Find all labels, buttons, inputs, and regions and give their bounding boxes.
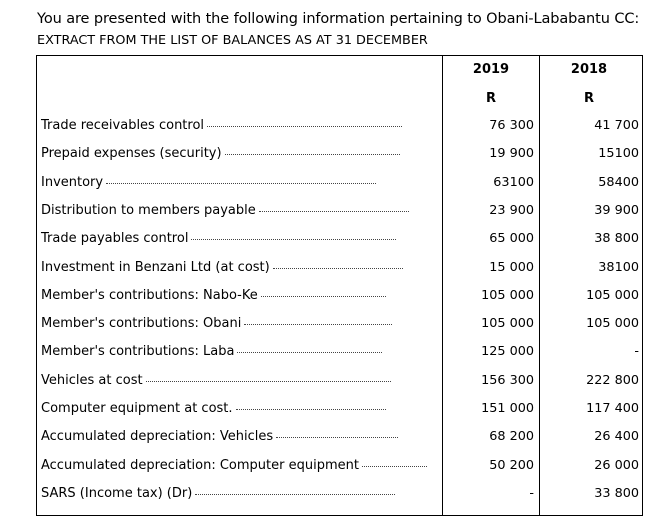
value-2018: 39 900: [594, 203, 639, 218]
row-label-text: Member's contributions: Nabo-Ke: [41, 288, 258, 303]
intro-text: You are presented with the following information pertaining to Obani-Lababantu CC:: [37, 11, 640, 27]
value-2019: 125 000: [481, 344, 534, 359]
value-2018: 26 000: [594, 458, 639, 473]
dot-leader: [106, 183, 376, 184]
dot-leader: [259, 211, 409, 212]
value-2018: 33 800: [594, 486, 639, 501]
row-label-text: Distribution to members payable: [41, 203, 256, 218]
value-2018: 15100: [598, 146, 639, 161]
table-row-label: [41, 288, 386, 303]
column-header-2019: 2019: [472, 62, 510, 77]
value-2018: 41 700: [594, 118, 639, 133]
column-divider-label: [442, 56, 443, 515]
row-label-text: Member's contributions: Obani: [41, 316, 242, 331]
value-2018: 58400: [598, 175, 639, 190]
value-2019: 63100: [493, 175, 534, 190]
dot-leader: [207, 126, 402, 127]
unit-header-2019: R: [485, 91, 496, 106]
table-row-label: [41, 118, 402, 133]
row-label-text: Investment in Benzani Ltd (at cost): [41, 260, 270, 275]
row-label-text: Prepaid expenses (security): [41, 146, 222, 161]
value-2019: 68 200: [489, 429, 534, 444]
value-2019: 50 200: [489, 458, 534, 473]
row-label-text: Trade payables control: [41, 231, 189, 246]
row-label-text: Accumulated depreciation: Computer equipment: [41, 458, 359, 473]
value-2018: 117 400: [586, 401, 639, 416]
row-label-text: SARS (Income tax) (Dr): [41, 486, 193, 501]
value-2019: 105 000: [481, 316, 534, 331]
dot-leader: [362, 466, 427, 467]
value-2018: 105 000: [586, 288, 639, 303]
dot-leader: [273, 268, 403, 269]
extract-title: EXTRACT FROM THE LIST OF BALANCES AS AT 31 DECEMBER: [37, 33, 428, 48]
value-2018: 38 800: [594, 231, 639, 246]
value-2019: 156 300: [481, 373, 534, 388]
table-row-label: [41, 146, 400, 161]
table-row-label: [41, 373, 391, 388]
value-2019: -: [529, 486, 534, 501]
table-row-label: [41, 175, 376, 190]
balances-table: [36, 55, 643, 516]
value-2019: 65 000: [489, 231, 534, 246]
dot-leader: [244, 324, 392, 325]
value-2019: 23 900: [489, 203, 534, 218]
value-2019: 76 300: [489, 118, 534, 133]
row-label-text: Member's contributions: Laba: [41, 344, 235, 359]
column-header-2018: 2018: [570, 62, 608, 77]
value-2019: 151 000: [481, 401, 534, 416]
dot-leader: [191, 239, 396, 240]
row-label-text: Vehicles at cost: [41, 373, 143, 388]
dot-leader: [236, 409, 386, 410]
value-2019: 105 000: [481, 288, 534, 303]
table-row-label: [41, 486, 395, 501]
table-row-label: [41, 429, 398, 444]
dot-leader: [261, 296, 386, 297]
column-divider-year: [539, 56, 540, 515]
table-row-label: [41, 458, 427, 473]
row-label-text: Inventory: [41, 175, 104, 190]
dot-leader: [276, 437, 398, 438]
row-label-text: Computer equipment at cost.: [41, 401, 233, 416]
value-2019: 19 900: [489, 146, 534, 161]
value-2018: 26 400: [594, 429, 639, 444]
row-label-text: Accumulated depreciation: Vehicles: [41, 429, 274, 444]
table-row-label: [41, 260, 403, 275]
value-2018: 222 800: [586, 373, 639, 388]
value-2018: 38100: [598, 260, 639, 275]
row-label-text: Trade receivables control: [41, 118, 205, 133]
value-2018: -: [634, 344, 639, 359]
table-row-label: [41, 401, 386, 416]
dot-leader: [237, 352, 382, 353]
dot-leader: [146, 381, 391, 382]
table-row-label: [41, 316, 392, 331]
value-2018: 105 000: [586, 316, 639, 331]
table-row-label: [41, 231, 396, 246]
table-row-label: [41, 344, 382, 359]
dot-leader: [195, 494, 395, 495]
dot-leader: [225, 154, 400, 155]
unit-header-2018: R: [583, 91, 594, 106]
table-row-label: [41, 203, 409, 218]
value-2019: 15 000: [489, 260, 534, 275]
